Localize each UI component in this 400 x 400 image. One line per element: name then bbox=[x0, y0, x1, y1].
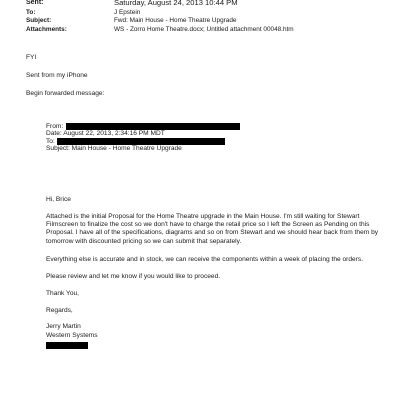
greeting-text: Hi, Brice bbox=[46, 196, 71, 203]
body-paragraph-1: Attached is the initial Proposal for the Home Theatre upgrade in the Main House. I'm still waiting for Stewart Filmscreen to finalize the cost so we don't have to charge the retail price so I left the Screen as Pending on this Proposal. I have all of the specifications, diagrams and so on from Stewart and we should hear back from them by tomorrow with discounted pricing so we can submit that separately. bbox=[46, 213, 379, 245]
fyi-text: FYI bbox=[26, 54, 37, 61]
thanks-text: Thank You, bbox=[46, 290, 79, 297]
redaction-bar bbox=[66, 123, 240, 130]
forwarded-subject: Subject: Main House - Home Theatre Upgrade bbox=[46, 145, 182, 153]
forwarded-date-row bbox=[46, 131, 376, 139]
subject-value: Fwd: Main House - Home Theatre Upgrade bbox=[114, 17, 237, 25]
forwarded-to-label: To: bbox=[46, 137, 55, 145]
signature-redaction-bar bbox=[46, 342, 88, 349]
attachments-label: Attachments: bbox=[26, 25, 67, 33]
sent-from-text: Sent from my iPhone bbox=[26, 72, 88, 79]
to-value: J Epstein bbox=[114, 8, 141, 16]
begin-forwarded-text: Begin forwarded message: bbox=[26, 90, 105, 97]
sent-label: Sent: bbox=[26, 0, 44, 6]
to-row bbox=[26, 9, 396, 18]
signature-company: Western Systems bbox=[46, 332, 98, 339]
sent-value: Saturday, August 24, 2013 10:44 PM bbox=[114, 0, 238, 7]
to-label: To: bbox=[26, 8, 36, 16]
signature-name: Jerry Martin bbox=[46, 323, 81, 330]
body-paragraph-2: Everything else is accurate and in stock, we can receive the components within a week of placing the orders. bbox=[46, 256, 364, 263]
redaction-bar bbox=[57, 138, 225, 145]
regards-text: Regards, bbox=[46, 307, 73, 314]
attachments-row bbox=[26, 26, 396, 35]
attachments-value[interactable]: WS - Zorro Home Theatre.docx; Untitled attachment 00048.htm bbox=[114, 25, 294, 33]
forwarded-header bbox=[46, 123, 376, 153]
email-header bbox=[26, 0, 396, 34]
forwarded-subject-row bbox=[46, 146, 376, 154]
forwarded-date: Date: August 22, 2013, 2:34:16 PM MDT bbox=[46, 130, 165, 138]
subject-row bbox=[26, 17, 396, 26]
subject-label: Subject: bbox=[26, 17, 52, 25]
body-paragraph-3: Please review and let me know if you would like to proceed. bbox=[46, 273, 221, 280]
sent-row bbox=[26, 0, 396, 9]
forwarded-from-label: From: bbox=[46, 122, 64, 130]
